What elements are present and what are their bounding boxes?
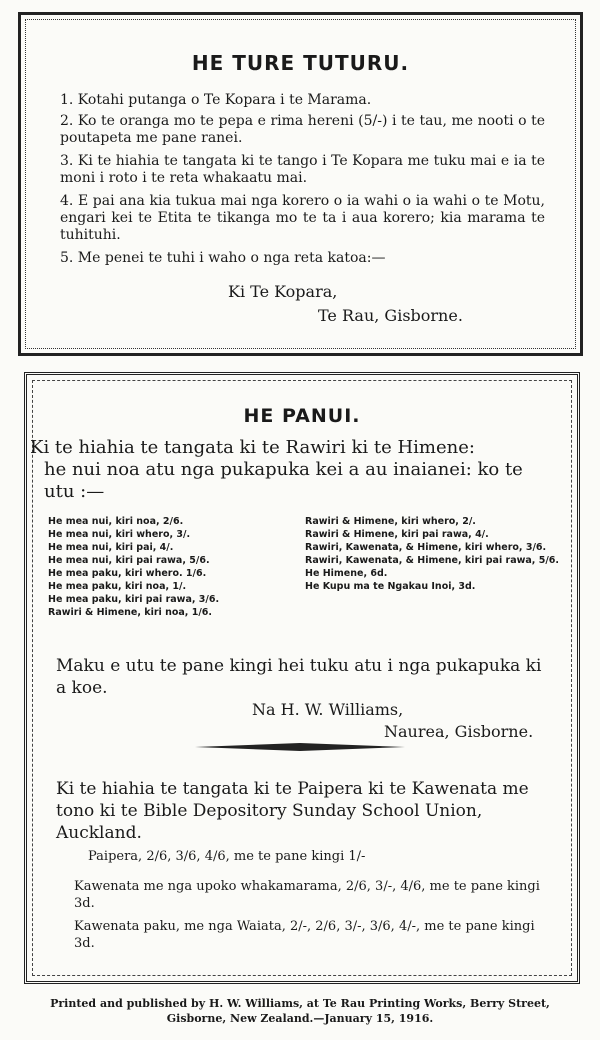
- imprint-line-1: Printed and published by H. W. Williams, at Te Rau Printing Works, Berry Street,: [50, 997, 550, 1010]
- signature-name: Na H. W. Williams,: [252, 700, 404, 719]
- list-item: He mea nui, kiri pai, 4/.: [48, 542, 174, 553]
- postage-note: Maku e utu te pane kingi hei tuku atu i nga pukapuka ki a koe.: [56, 656, 542, 698]
- list-item: He mea paku, kiri noa, 1/.: [48, 581, 187, 592]
- list-item: He Kupu ma te Ngakau Inoi, 3d.: [305, 581, 476, 592]
- list-item: Rawiri, Kawenata, & Himene, kiri whero, 3/6.: [305, 542, 547, 553]
- address-line-2: Te Rau, Gisborne.: [318, 306, 463, 325]
- list-item: He mea paku, kiri pai rawa, 3/6.: [48, 594, 220, 605]
- notice-intro: [30, 437, 525, 503]
- imprint-line-2: Gisborne, New Zealand.—January 15, 1916.: [166, 1012, 434, 1025]
- rule-4: 4. E pai ana kia tukua mai nga korero o ia wahi o ia wahi o te Motu, engari kei te Etita te tikanga mo te ta i aua korero; kia marama te tuhituhi.: [60, 193, 545, 243]
- imprint: [0, 996, 600, 1026]
- list-item: He mea nui, kiri whero, 3/.: [48, 529, 191, 540]
- price-list-right: [305, 515, 560, 593]
- rule-3: 3. Ki te hiahia te tangata ki te tango i Te Kopara me tuku mai e ia te moni i roto i te reta whakaatu mai.: [60, 153, 545, 186]
- price-list-left: [48, 515, 293, 619]
- list-item: Rawiri, Kawenata, & Himene, kiri pai rawa, 5/6.: [305, 555, 560, 566]
- list-item: He mea nui, kiri pai rawa, 5/6.: [48, 555, 210, 566]
- bible-paragraph: Ki te hiahia te tangata ki te Paipera ki te Kawenata me tono ki te Bible Depository Sunday School Union, Auckland.: [56, 779, 529, 843]
- list-item: Rawiri & Himene, kiri whero, 2/.: [305, 516, 476, 527]
- notice-intro-line-2: he nui noa atu nga pukapuka kei a au inaianei: ko te utu :—: [44, 459, 523, 502]
- divider-ornament: [195, 742, 405, 752]
- address-line-1: Ki Te Kopara,: [228, 282, 338, 301]
- rule-5: 5. Me penei te tuhi i waho o nga reta katoa:—: [60, 250, 386, 266]
- list-item: Rawiri & Himene, kiri noa, 1/6.: [48, 607, 213, 618]
- price-line-kawenata: Kawenata me nga upoko whakamarama, 2/6, 3/-, 4/6, me te pane kingi 3d.: [74, 879, 540, 911]
- list-item: He mea nui, kiri noa, 2/6.: [48, 516, 184, 527]
- price-line-kawenata-paku: Kawenata paku, me nga Waiata, 2/-, 2/6, 3/-, 3/6, 4/-, me te pane kingi 3d.: [74, 919, 535, 951]
- notice-intro-line-1: Ki te hiahia te tangata ki te Rawiri ki te Himene:: [30, 437, 475, 458]
- list-item: Rawiri & Himene, kiri pai rawa, 4/.: [305, 529, 489, 540]
- list-item: He mea paku, kiri whero. 1/6.: [48, 568, 207, 579]
- list-item: He Himene, 6d.: [305, 568, 388, 579]
- signature-place: Naurea, Gisborne.: [384, 722, 534, 741]
- rule-1: 1. Kotahi putanga o Te Kopara i te Marama.: [60, 92, 372, 108]
- rule-2: 2. Ko te oranga mo te pepa e rima hereni (5/-) i te tau, me nooti o te poutapeta me pane ranei.: [60, 113, 545, 146]
- notice-title: HE PANUI.: [243, 405, 361, 427]
- rules-title: HE TURE TUTURU.: [191, 51, 410, 75]
- price-line-paipera: Paipera, 2/6, 3/6, 4/6, me te pane kingi 1/-: [88, 849, 366, 864]
